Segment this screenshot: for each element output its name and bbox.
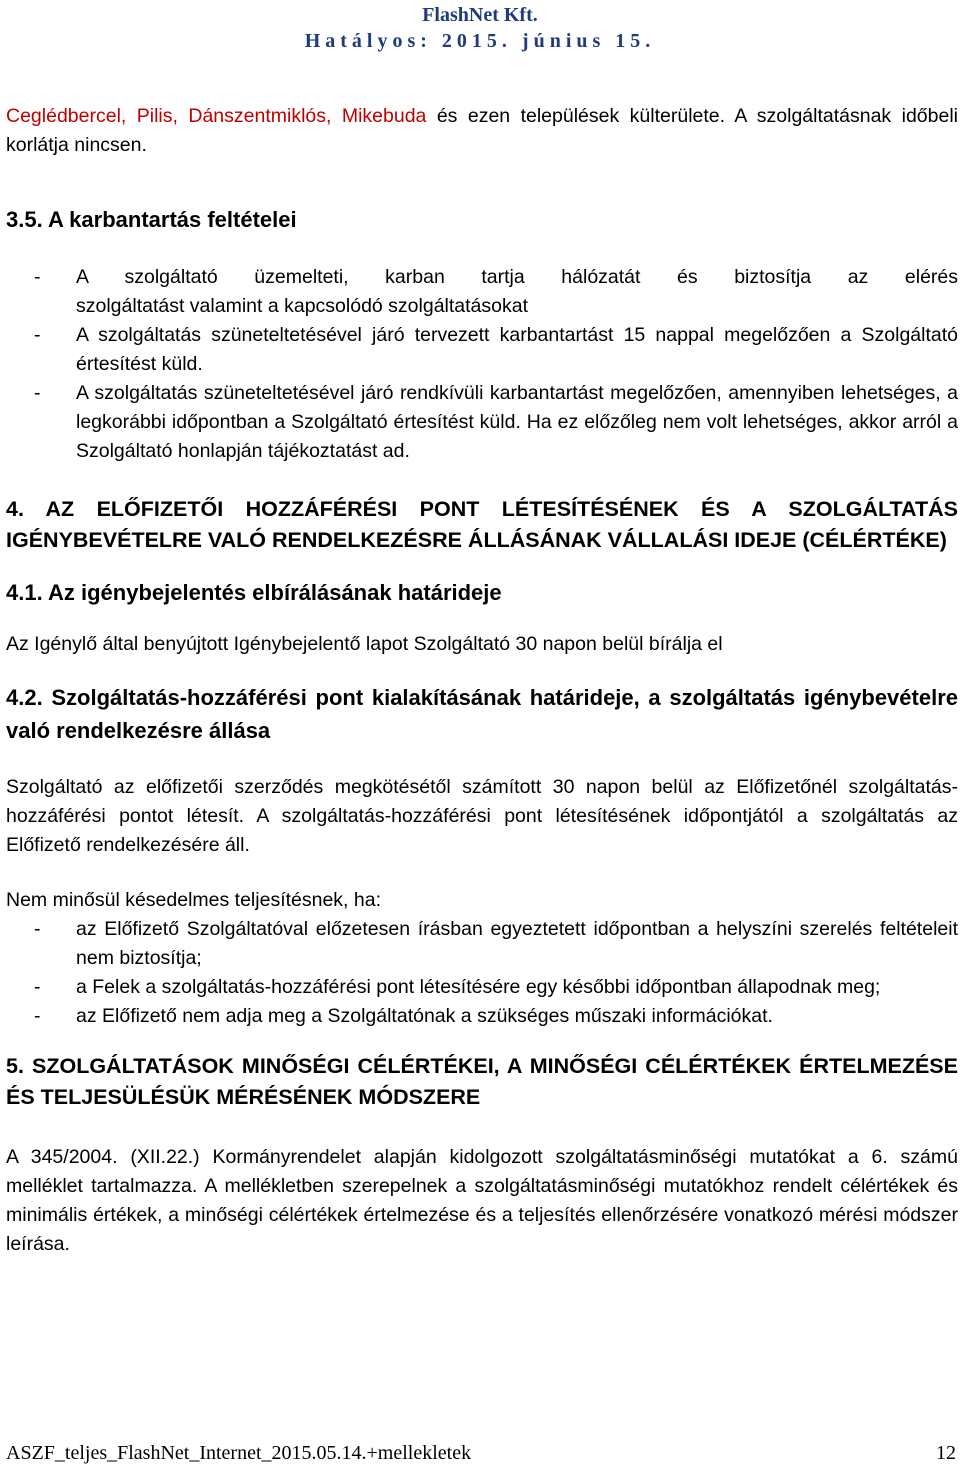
section-5-heading: 5. SZOLGÁLTATÁSOK MINŐSÉGI CÉLÉRTÉKEI, A MINŐSÉGI CÉLÉRTÉKEK ÉRTELMEZÉSE ÉS TELJESÜLÉSÜK MÉRÉSÉNEK MÓDSZERE <box>6 1054 958 1109</box>
page-number: 12 <box>936 1442 956 1464</box>
section-3-5-title: A karbantartás feltételei <box>42 207 297 232</box>
section-5-body: A 345/2004. (XII.22.) Kormányrendelet alapján kidolgozott szolgáltatásminőségi mutatókat a 6. számú melléklet tartalmazza. A mellékletben szerepelnek a szolgáltatásminőségi mutatókhoz rendelt célértékek és minimális értékek, a minőségi célértékek értelmezése és a teljesítés ellenőrzésére vonatkozó mérési módszer leírása. <box>6 1146 958 1255</box>
intro-rest: és ezen települések külterülete. A szolgáltatásnak időbeli korlátja nincsen. <box>6 105 958 156</box>
company-name: FlashNet Kft. <box>422 4 538 26</box>
footer-filename: ASZF_teljes_FlashNet_Internet_2015.05.14.+mellekletek <box>6 1442 472 1464</box>
intro-paragraph <box>6 102 958 160</box>
section-4-1-heading: 4.1. Az igénybejelentés elbírálásának határideje <box>6 580 502 605</box>
delay-item-1: - az Előfizető Szolgáltatóval előzetesen írásban egyeztetett időpontban a helyszíni szerelés feltételeit nem biztosítja; <box>34 918 958 969</box>
page-footer <box>6 1440 956 1466</box>
maintenance-item-2: - A szolgáltatás szüneteltetésével járó tervezett karbantartást 15 nappal megelőzően a Szolgáltató értesítést küld. <box>34 324 958 375</box>
section-3-5-heading <box>6 205 958 235</box>
section-4-2-heading: 4.2. Szolgáltatás-hozzáférési pont kialakításának határideje, a szolgáltatás igénybevételre való rendelkezésre állása <box>6 685 958 743</box>
effective-date: Hatályos: 2015. június 15. <box>304 30 656 52</box>
delay-item-3: - az Előfizető nem adja meg a Szolgáltatónak a szükséges műszaki információkat. <box>34 1005 773 1027</box>
section-3-5-number: 3.5. <box>6 207 43 232</box>
maintenance-item-3: - A szolgáltatás szüneteltetésével járó rendkívüli karbantartást megelőzően, amennyiben lehetséges, a legkorábbi időpontban a Szolgáltató értesítést küld. Ha ez előzőleg nem volt lehetséges, akkor arról a Szolgáltató honlapján tájékoztatást ad. <box>34 382 958 462</box>
document-body <box>6 102 958 1259</box>
section-4-heading: 4. AZ ELŐFIZETŐI HOZZÁFÉRÉSI PONT LÉTESÍTÉSÉNEK ÉS A SZOLGÁLTATÁS IGÉNYBEVÉTELRE VALÓ RENDELKEZÉSRE ÁLLÁSÁNAK VÁLLALÁSI IDEJE (CÉLÉRTÉKE) <box>6 497 958 552</box>
section-4-1-body: Az Igénylő által benyújtott Igénybejelentő lapot Szolgáltató 30 napon belül bírálja el <box>6 633 723 655</box>
delay-intro: Nem minősül késedelmes teljesítésnek, ha: <box>6 889 382 911</box>
maintenance-item-1: - A szolgáltató üzemelteti, karban tartja hálózatát és biztosítja az elérés <box>34 266 958 288</box>
intro-locations-highlight: Ceglédbercel, Pilis, Dánszentmiklós, Mikebuda <box>6 105 427 127</box>
page-header <box>0 2 960 54</box>
maintenance-item-1-continuation: szolgáltatást valamint a kapcsolódó szolgáltatásokat <box>76 295 529 317</box>
delay-item-2: - a Felek a szolgáltatás-hozzáférési pont létesítésére egy későbbi időpontban állapodnak meg; <box>34 976 881 998</box>
section-4-2-body: Szolgáltató az előfizetői szerződés megkötésétől számított 30 napon belül az Előfizetőnél szolgáltatás-hozzáférési pontot létesít. A szolgáltatás-hozzáférési pont létesítésének időpontjától a szolgáltatás az Előfizető rendelkezésére áll. <box>6 776 958 856</box>
